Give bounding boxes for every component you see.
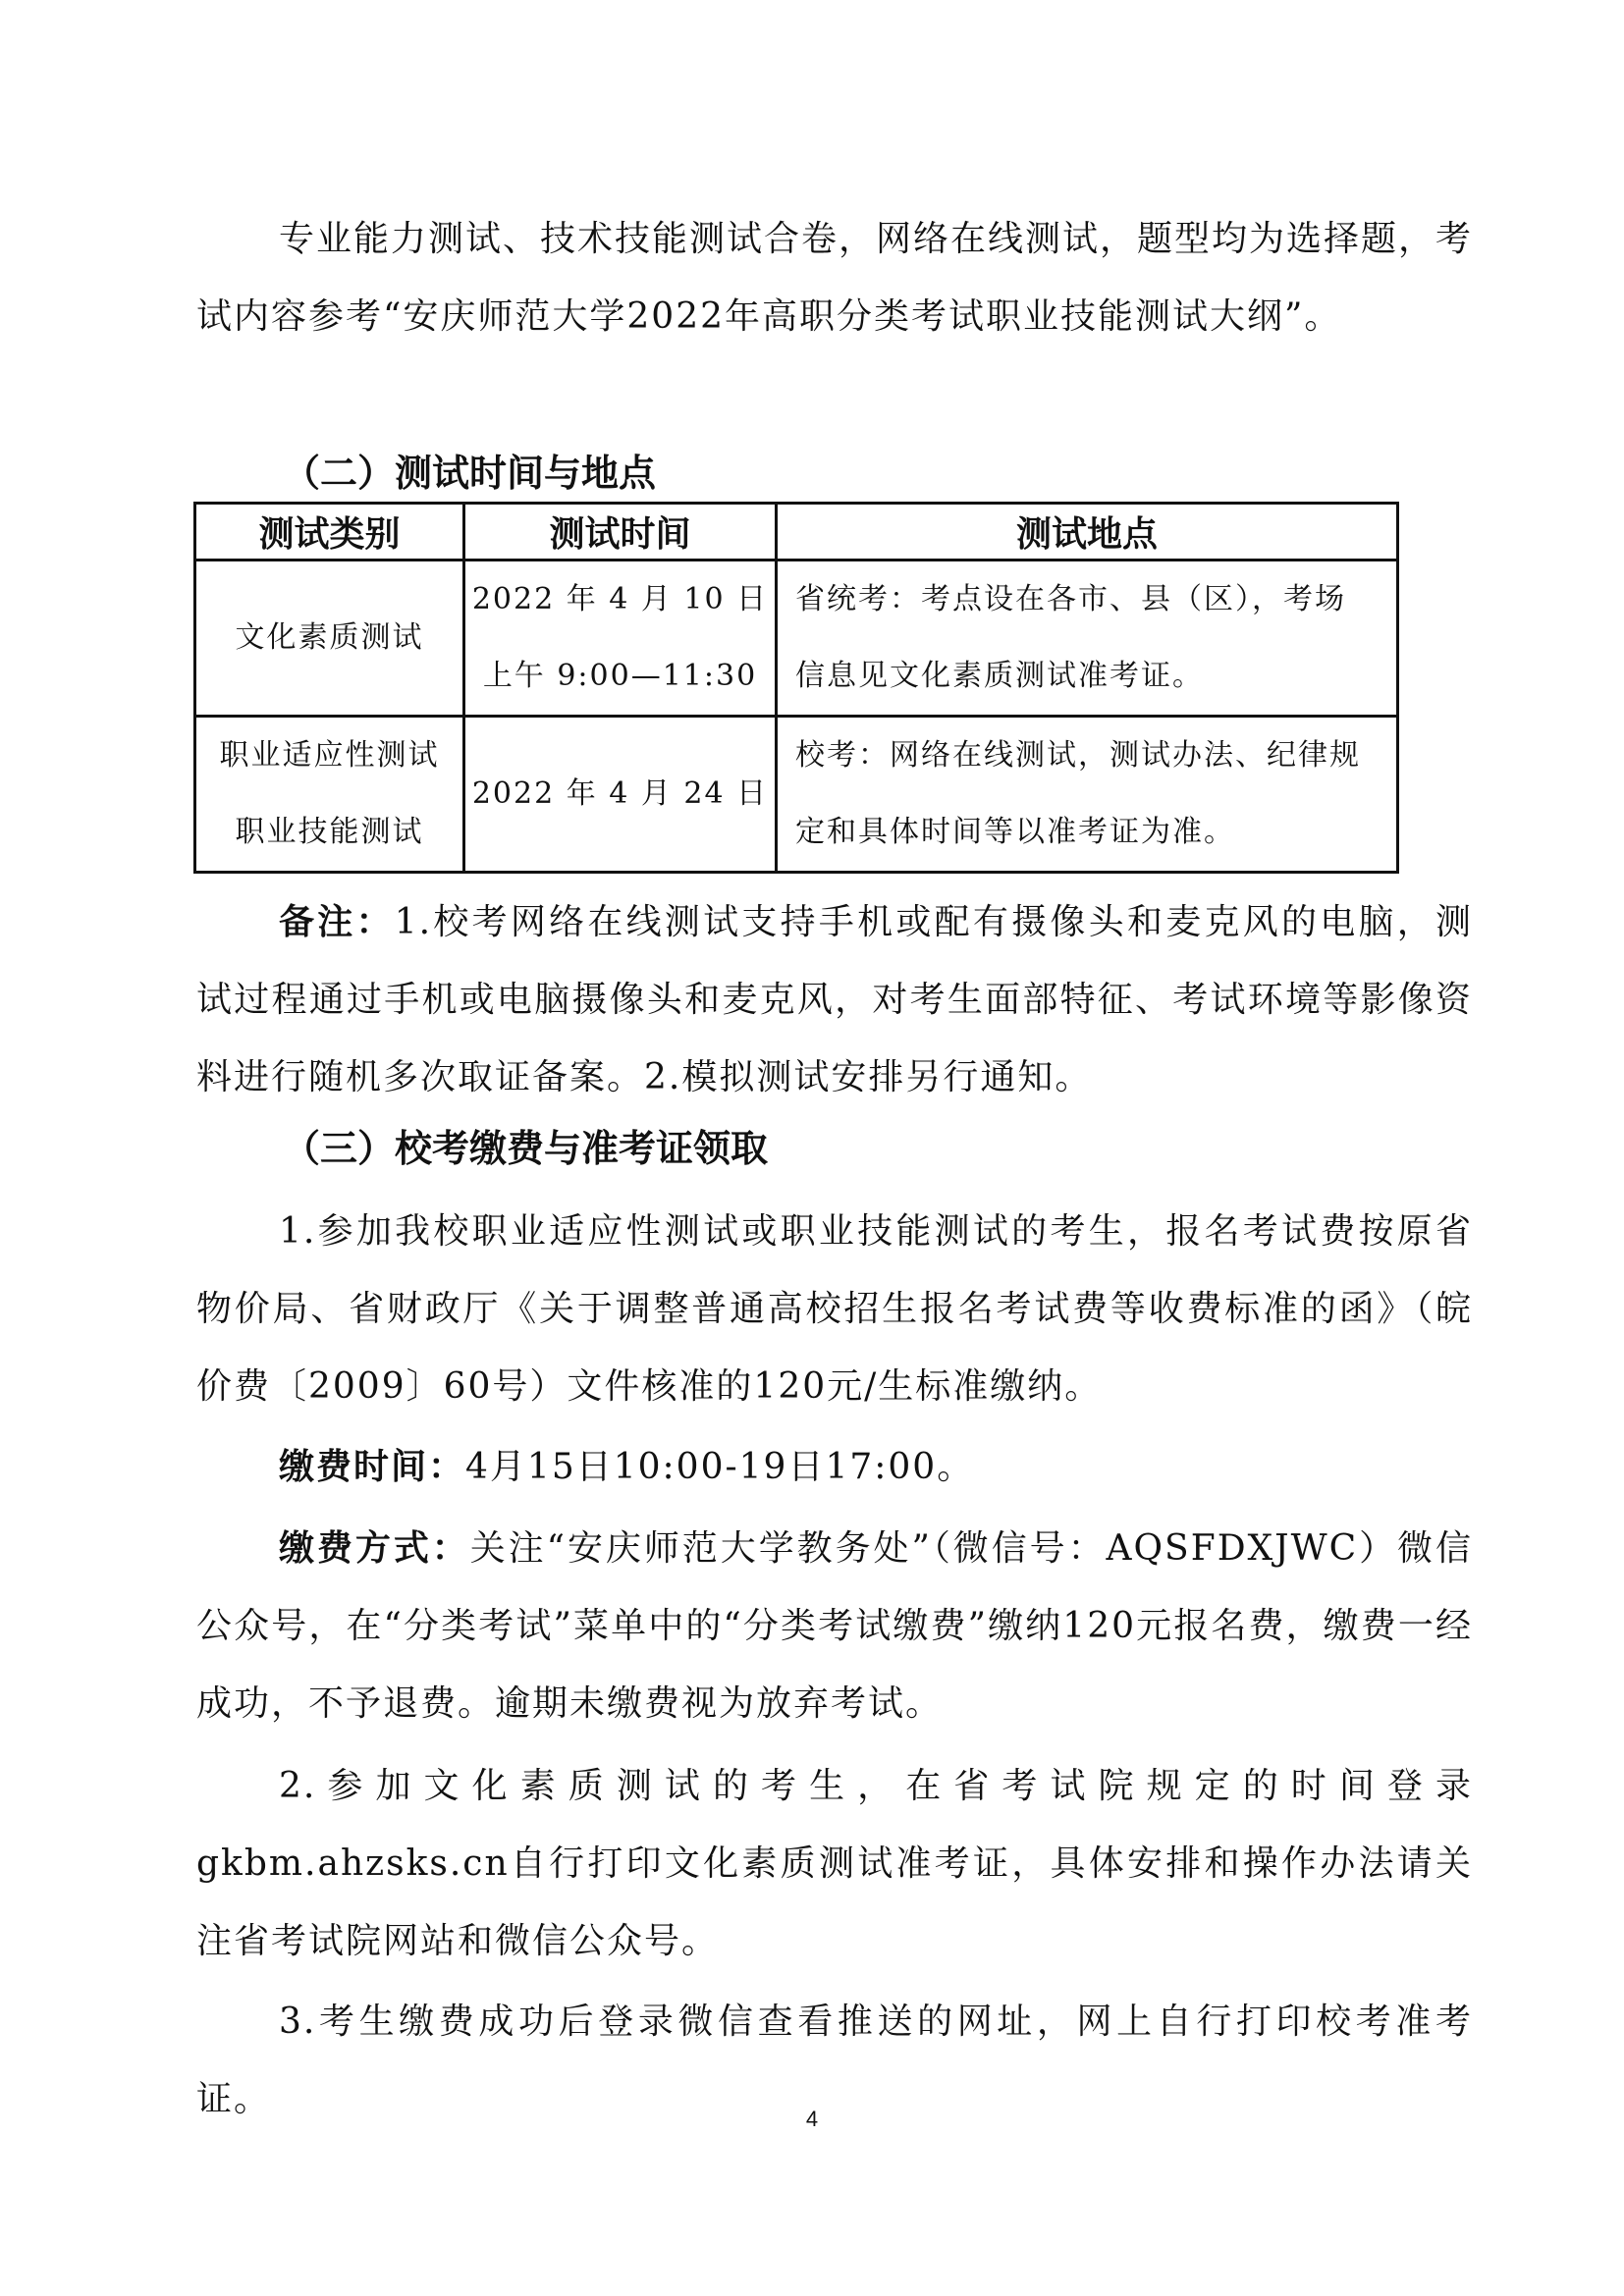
- item2-paragraph: 2.参加文化素质测试的考生，在省考试院规定的时间登录gkbm.ahzsks.cn自行打印文化素质测试准考证，具体安排和操作办法请关注省考试院网站和微信公众号。: [196, 1766, 1473, 1961]
- item1-paragraph: 1.参加我校职业适应性测试或职业技能测试的考生，报名考试费按原省物价局、省财政厅《关于调整普通高校招生报名考试费等收费标准的函》（皖价费〔2009〕60号）文件核准的120元/生标准缴纳。: [196, 1211, 1473, 1407]
- row1-time: [464, 561, 777, 717]
- header-time: 测试时间: [464, 504, 777, 561]
- intro-paragraph: 专业能力测试、技术技能测试合卷，网络在线测试，题型均为选择题，考试内容参考“安庆师范大学2022年高职分类考试职业技能测试大纲”。: [196, 219, 1474, 337]
- row1-place-line1: 省统考：考点设在各市、县（区），考场: [795, 582, 1346, 616]
- row2-category-line2: 职业技能测试: [235, 815, 424, 849]
- header-category: 测试类别: [195, 504, 464, 561]
- note-paragraph: [196, 883, 1473, 1116]
- item3-paragraph: 3.考生缴费成功后登录微信查看推送的网址，网上自行打印校考准考证。: [196, 2002, 1473, 2119]
- row2-category: [195, 717, 464, 873]
- row1-category-line1: 文化素质测试: [235, 620, 424, 655]
- note-label: 备注：: [279, 902, 395, 942]
- table-row: [195, 717, 1398, 873]
- pay-method-text: 关注“安庆师范大学教务处”（微信号：AQSFDXJWC）微信公众号，在“分类考试”菜单中的“分类考试缴费”缴纳120元报名费，缴费一经成功，不予退费。逾期未缴费视为放弃考试。: [196, 1528, 1473, 1724]
- pay-method-label: 缴费方式：: [279, 1528, 470, 1569]
- row2-category-line1: 职业适应性测试: [219, 738, 440, 773]
- section3-heading: （三）校考缴费与准考证领取: [283, 1127, 769, 1170]
- row2-time-line1: 2022 年 4 月 24 日: [471, 776, 769, 811]
- note-text: 1.校考网络在线测试支持手机或配有摄像头和麦克风的电脑，测试过程通过手机或电脑摄像头和麦克风，对考生面部特征、考试环境等影像资料进行随机多次取证备案。2.模拟测试安排另行通知。: [196, 902, 1473, 1097]
- header-place: 测试地点: [777, 504, 1398, 561]
- row1-place: [777, 561, 1398, 717]
- row2-time: [464, 717, 777, 873]
- row1-time-line1: 2022 年 4 月 10 日: [471, 582, 769, 616]
- pay-time-paragraph: [196, 1428, 1473, 1506]
- row2-place-line1: 校考：网络在线测试，测试办法、纪律规: [795, 738, 1361, 773]
- row1-place-line2: 信息见文化素质测试准考证。: [795, 659, 1204, 693]
- section2-heading: （二）测试时间与地点: [283, 452, 657, 495]
- page-number: 4: [805, 2107, 819, 2131]
- table-header-row: [195, 504, 1398, 561]
- row1-category: [195, 561, 464, 717]
- schedule-table: [193, 502, 1399, 874]
- pay-time-label: 缴费时间：: [279, 1447, 466, 1487]
- row2-place-line2: 定和具体时间等以准考证为准。: [795, 815, 1235, 849]
- row2-place: [777, 717, 1398, 873]
- row1-time-line2: 上午 9:00—11:30: [482, 659, 758, 693]
- pay-time-text: 4月15日10:00-19日17:00。: [465, 1447, 975, 1487]
- pay-method-paragraph: [196, 1510, 1473, 1742]
- table-row: [195, 561, 1398, 717]
